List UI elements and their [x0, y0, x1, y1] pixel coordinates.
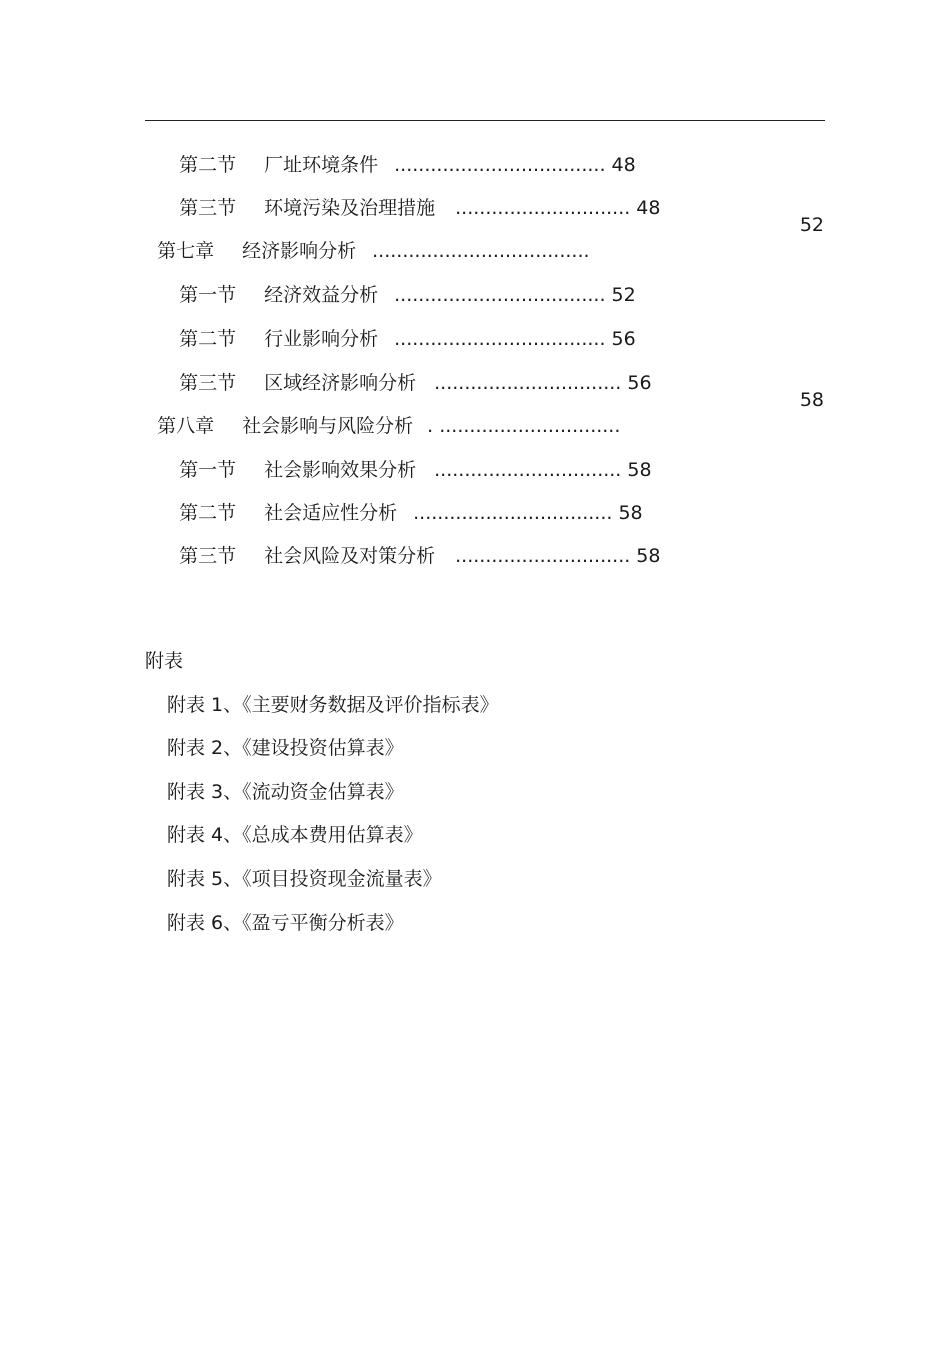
- toc-entry[interactable]: [167, 344, 652, 394]
- toc-title: 区域经济影响分析: [264, 372, 417, 394]
- toc-page: 58: [636, 545, 661, 567]
- toc-leader-dots: ....................................: [372, 240, 590, 262]
- toc-entry[interactable]: [167, 431, 652, 481]
- toc-page: 52: [799, 214, 824, 236]
- toc-entry[interactable]: [167, 169, 661, 219]
- toc-label: 第二节: [179, 328, 237, 350]
- toc-leader-dots: .............................: [455, 197, 631, 219]
- appendix-item[interactable]: 附表 1、《主要财务数据及评价指标表》: [167, 694, 499, 716]
- toc-leader-dots: ...............................: [434, 459, 622, 481]
- toc-leader-dots: ...................................: [394, 284, 606, 306]
- toc-title: 社会适应性分析: [264, 502, 398, 524]
- toc-page: 48: [636, 197, 661, 219]
- toc-label: 第二节: [179, 154, 237, 176]
- toc-entry[interactable]: [167, 474, 643, 524]
- toc-page: 52: [611, 284, 636, 306]
- toc-title: 环境污染及治理措施: [264, 197, 436, 219]
- toc-label: 第三节: [179, 197, 237, 219]
- toc-entry[interactable]: [167, 256, 636, 306]
- toc-chapter-entry[interactable]: [145, 387, 621, 437]
- toc-label: 第一节: [179, 284, 237, 306]
- toc-label: 第七章: [157, 240, 215, 262]
- toc-chapter-entry[interactable]: [145, 212, 590, 262]
- toc-entry[interactable]: [167, 517, 661, 567]
- appendix-item[interactable]: 附表 6、《盈亏平衡分析表》: [167, 912, 404, 934]
- toc-page: 58: [618, 502, 643, 524]
- appendix-item[interactable]: 附表 5、《项目投资现金流量表》: [167, 868, 442, 890]
- toc-label: 第三节: [179, 372, 237, 394]
- toc-leader-dots: .............................: [455, 545, 631, 567]
- header-rule: [145, 120, 825, 121]
- appendix-item[interactable]: 附表 4、《总成本费用估算表》: [167, 824, 423, 846]
- toc-title: 经济影响分析: [242, 240, 357, 262]
- toc-label: 第一节: [179, 459, 237, 481]
- toc-leader-dots: .................................: [413, 502, 613, 524]
- toc-leader-dots: ...................................: [394, 328, 606, 350]
- toc-title: 厂址环境条件: [264, 154, 379, 176]
- toc-page: 58: [627, 459, 652, 481]
- toc-title: 社会影响效果分析: [264, 459, 417, 481]
- toc-title: 社会影响与风险分析: [242, 415, 414, 437]
- toc-leader-dots: ...................................: [394, 154, 606, 176]
- appendix-item[interactable]: 附表 2、《建设投资估算表》: [167, 737, 404, 759]
- toc-page: 56: [627, 372, 652, 394]
- toc-label: 第三节: [179, 545, 237, 567]
- appendix-heading: 附表: [145, 650, 184, 672]
- toc-label: 第八章: [157, 415, 215, 437]
- toc-label: 第二节: [179, 502, 237, 524]
- toc-leader-dots: . ..............................: [427, 415, 621, 437]
- toc-title: 经济效益分析: [264, 284, 379, 306]
- toc-leader-dots: ...............................: [434, 372, 622, 394]
- toc-title: 社会风险及对策分析: [264, 545, 436, 567]
- toc-title: 行业影响分析: [264, 328, 379, 350]
- appendix-item[interactable]: 附表 3、《流动资金估算表》: [167, 781, 404, 803]
- toc-entry[interactable]: [167, 300, 636, 350]
- toc-page: 58: [799, 389, 824, 411]
- toc-entry[interactable]: [167, 126, 636, 176]
- toc-page: 48: [611, 154, 636, 176]
- toc-page: 56: [611, 328, 636, 350]
